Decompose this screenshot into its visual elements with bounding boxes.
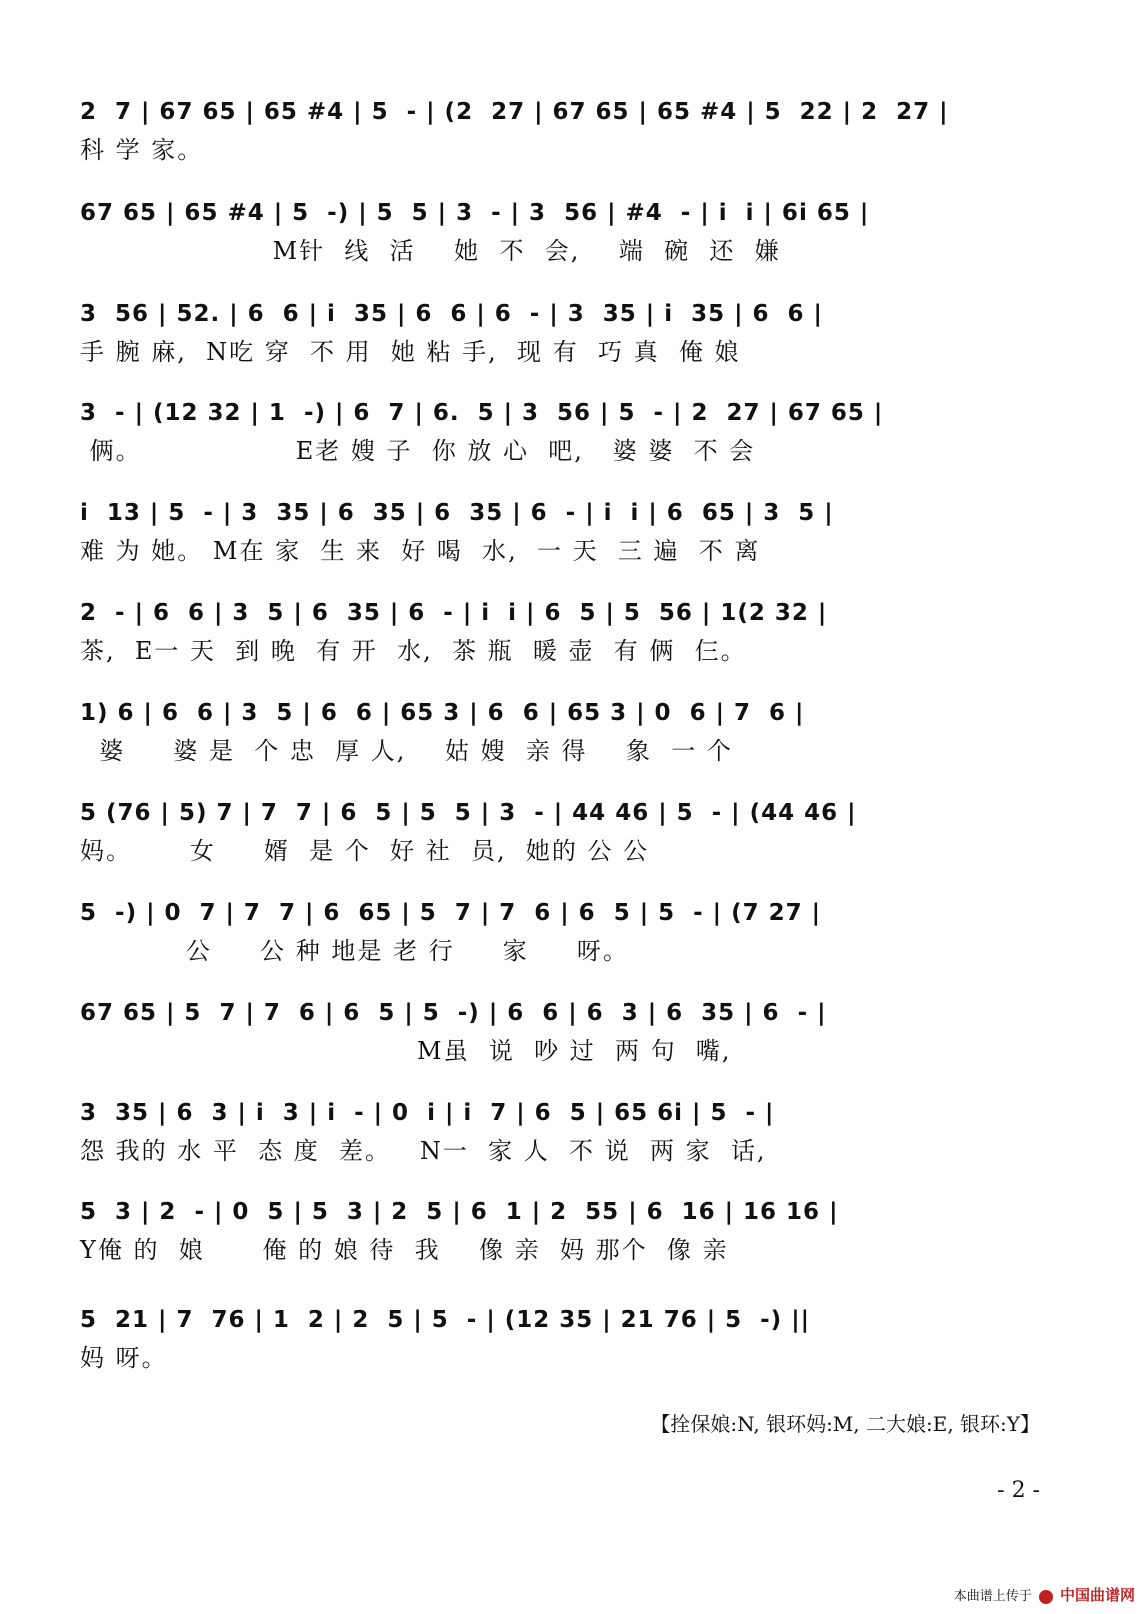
- lyrics-line: 怨 我的 水 平 态 度 差。 N一 家 人 不 说 两 家 话,: [80, 1137, 767, 1165]
- notation-line: 5 (76 | 5) 7 | 7 7 | 6 5 | 5 5 | 3 - | 44 46 | 5 - | (44 46 |: [80, 800, 857, 826]
- role-legend: 【拴保娘:N, 银环妈:M, 二大娘:E, 银环:Y】: [650, 1412, 1040, 1436]
- score-system-4: [80, 393, 1065, 483]
- score-system-7: [80, 693, 1065, 783]
- lyrics-line: 俩。 E老 嫂 子 你 放 心 吧, 婆 婆 不 会: [80, 437, 756, 465]
- score-system-8: [80, 793, 1065, 883]
- upload-footer: [820, 1584, 1135, 1605]
- site-name[interactable]: 中国曲谱网: [1059, 1586, 1135, 1604]
- lyrics-line: M虽 说 吵 过 两 句 嘴,: [80, 1037, 732, 1065]
- lyrics-line: M针 线 活 她 不 会, 端 碗 还 嫌: [80, 237, 781, 265]
- notation-line: 3 - | (12 32 | 1 -) | 6 7 | 6. 5 | 3 56 | 5 - | 2 27 | 67 65 |: [80, 400, 884, 426]
- site-logo-icon: [1039, 1590, 1053, 1604]
- lyrics-line: Y俺 的 娘 俺 的 娘 待 我 像 亲 妈 那个 像 亲: [80, 1236, 729, 1264]
- notation-line: 3 56 | 52. | 6 6 | i 35 | 6 6 | 6 - | 3 35 | i 35 | 6 6 |: [80, 301, 823, 327]
- lyrics-line: 茶, E一 天 到 晚 有 开 水, 茶 瓶 暖 壶 有 俩 仨。: [80, 637, 747, 665]
- notation-line: 2 - | 6 6 | 3 5 | 6 35 | 6 - | i i | 6 5 | 5 56 | 1(2 32 |: [80, 600, 828, 626]
- notation-line: 3 35 | 6 3 | i 3 | i - | 0 i | i 7 | 6 5 | 65 6i | 5 - |: [80, 1100, 775, 1126]
- notation-line: 5 3 | 2 - | 0 5 | 5 3 | 2 5 | 6 1 | 2 55 | 6 16 | 16 16 |: [80, 1199, 839, 1225]
- score-system-3: [80, 294, 1065, 384]
- lyrics-line: 妈 呀。: [80, 1344, 168, 1372]
- upload-text: 本曲谱上传于: [953, 1589, 1032, 1604]
- score-system-9: [80, 893, 1065, 983]
- lyrics-line: 婆 婆 是 个 忠 厚 人, 姑 嫂 亲 得 象 一 个: [80, 737, 733, 765]
- notation-line: 67 65 | 5 7 | 7 6 | 6 5 | 5 -) | 6 6 | 6 3 | 6 35 | 6 - |: [80, 1000, 827, 1026]
- score-system-13: [80, 1300, 1065, 1390]
- lyrics-line: 公 公 种 地是 老 行 家 呀。: [80, 937, 629, 965]
- lyrics-line: 科 学 家。: [80, 136, 204, 164]
- score-system-10: [80, 993, 1065, 1083]
- score-system-6: [80, 593, 1065, 683]
- score-system-5: [80, 493, 1065, 583]
- notation-line: 1) 6 | 6 6 | 3 5 | 6 6 | 65 3 | 6 6 | 65 3 | 0 6 | 7 6 |: [80, 700, 805, 726]
- lyrics-line: 难 为 她。 M在 家 生 来 好 喝 水, 一 天 三 遍 不 离: [80, 537, 761, 565]
- notation-line: 5 21 | 7 76 | 1 2 | 2 5 | 5 - | (12 35 | 21 76 | 5 -) ||: [80, 1307, 810, 1333]
- page-number: - 2 -: [997, 1478, 1040, 1503]
- notation-line: 2 7 | 67 65 | 65 #4 | 5 - | (2 27 | 67 65 | 65 #4 | 5 22 | 2 27 |: [80, 99, 949, 125]
- notation-line: i 13 | 5 - | 3 35 | 6 35 | 6 35 | 6 - | i i | 6 65 | 3 5 |: [80, 500, 834, 526]
- lyrics-line: 手 腕 麻, N吃 穿 不 用 她 粘 手, 现 有 巧 真 俺 娘: [80, 338, 741, 366]
- score-system-12: [80, 1192, 1065, 1282]
- notation-line: 67 65 | 65 #4 | 5 -) | 5 5 | 3 - | 3 56 | #4 - | i i | 6i 65 |: [80, 200, 870, 226]
- score-system-1: [80, 92, 1065, 182]
- score-system-11: [80, 1093, 1065, 1183]
- lyrics-line: 妈。 女 婿 是 个 好 社 员, 她的 公 公: [80, 837, 650, 865]
- score-system-2: [80, 193, 1065, 283]
- notation-line: 5 -) | 0 7 | 7 7 | 6 65 | 5 7 | 7 6 | 6 5 | 5 - | (7 27 |: [80, 900, 822, 926]
